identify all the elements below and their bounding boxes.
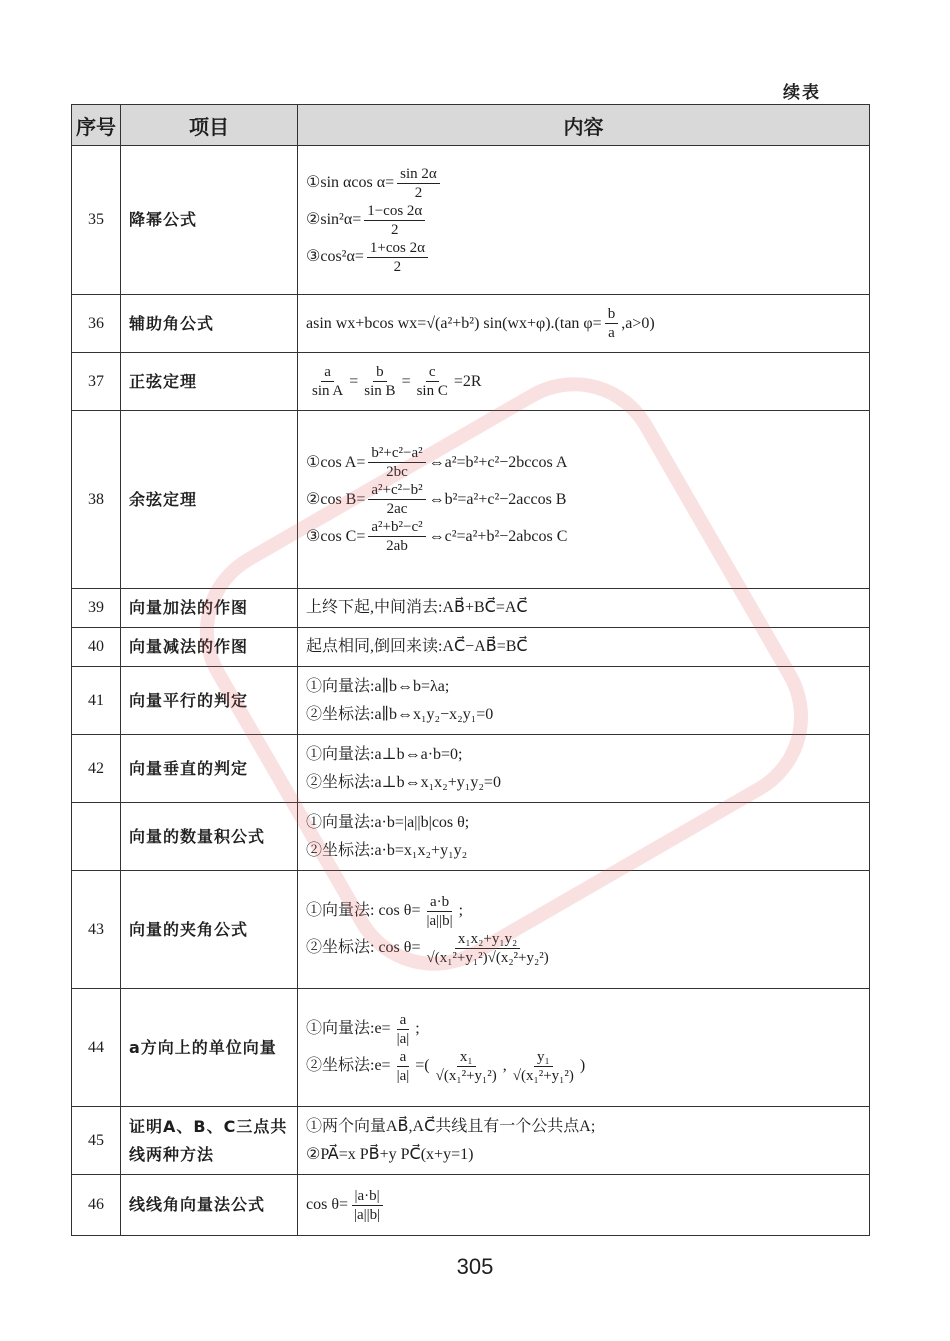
fraction-numerator: a (321, 363, 334, 382)
formula-line (306, 893, 861, 930)
row-content (298, 989, 870, 1107)
fraction-numerator: a (397, 1011, 410, 1030)
fraction-denominator: |a| (396, 1030, 410, 1047)
row-number (72, 803, 121, 871)
formula-text: ⇔b²=a²+c²−2accos B (428, 490, 567, 508)
row-content (298, 1107, 870, 1175)
table-row (72, 735, 870, 803)
fraction-numerator: a²+c²−b² (368, 481, 425, 500)
fraction-denominator: sin B (364, 383, 396, 399)
table-body (72, 146, 870, 1236)
row-item: 向量减法的作图 (121, 628, 298, 667)
formula-line (306, 165, 861, 202)
row-content (298, 803, 870, 871)
fraction-denominator: 2ac (386, 501, 408, 517)
row-number: 40 (72, 628, 121, 667)
fraction-numerator: b (605, 305, 619, 324)
row-number: 42 (72, 735, 121, 803)
row-item: 正弦定理 (121, 353, 298, 411)
formula-line (306, 769, 861, 797)
formula-text: = (401, 372, 411, 390)
formula-text: ③cos C= (306, 527, 366, 545)
row-content (298, 1175, 870, 1236)
fraction-numerator: a·b (427, 893, 452, 912)
formula-text: ②坐标法:e= (306, 1057, 391, 1074)
fraction (368, 518, 425, 555)
fraction-numerator: a²+b²−c² (368, 518, 425, 537)
fraction-numerator: x₁x₂+y₁y₂ (455, 930, 520, 949)
formula-line (306, 1113, 861, 1141)
table-header-row (72, 105, 870, 146)
formula-text: ①sin αcos α= (306, 174, 395, 191)
fraction (368, 444, 425, 481)
formula-line (306, 809, 861, 837)
row-content (298, 295, 870, 353)
formula-text: ③cos²α= (306, 248, 364, 265)
row-item: 向量垂直的判定 (121, 735, 298, 803)
row-content (298, 146, 870, 295)
formula-text: ②sin²α= (306, 211, 362, 228)
fraction (367, 239, 428, 276)
fraction-numerator: b²+c²−a² (368, 444, 425, 463)
fraction (433, 1048, 500, 1085)
row-item: 证明A、B、C三点共线两种方法 (121, 1107, 298, 1175)
fraction-numerator: b (373, 363, 387, 382)
table-row (72, 989, 870, 1107)
formula-text: , (502, 1057, 507, 1074)
header-item: 项目 (121, 105, 298, 146)
row-content (298, 667, 870, 735)
table-row (72, 667, 870, 735)
formula-line (306, 518, 861, 555)
formula-text: ①向量法:e= (306, 1020, 391, 1037)
formula-text: ①向量法:a·b=|a||b|cos θ; (306, 813, 470, 831)
row-content (298, 871, 870, 989)
table-row (72, 411, 870, 589)
formula-line (306, 1011, 861, 1048)
formula-text: ①两个向量AB⃗,AC⃗共线且有一个公共点A; (306, 1117, 596, 1135)
fraction-denominator: √(x₁²+y₁²) (435, 1067, 497, 1084)
fraction-numerator: a (397, 1048, 410, 1067)
row-number: 37 (72, 353, 121, 411)
fraction-denominator: 2 (393, 258, 402, 275)
row-item: 向量加法的作图 (121, 589, 298, 628)
table-row (72, 1175, 870, 1236)
formula-text: ②坐标法:a⊥b⇔x₁x₂+y₁y₂=0 (306, 773, 501, 791)
formula-text: asin wx+bcos wx=√(a²+b²) sin(wx+φ).(tan φ= (306, 314, 602, 332)
formula-text: ②cos B= (306, 490, 366, 508)
fraction-numerator: sin 2α (397, 165, 440, 184)
row-number: 45 (72, 1107, 121, 1175)
fraction-numerator: c (426, 363, 439, 382)
fraction-denominator: √(x₁²+y₁²)√(x₂²+y₂²) (426, 949, 549, 966)
row-item: 向量的数量积公式 (121, 803, 298, 871)
formula-text: ,a>0) (621, 314, 655, 332)
formula-text: ①向量法:a⊥b⇔a·b=0; (306, 745, 463, 763)
fraction-numerator: y₁ (534, 1048, 553, 1067)
fraction-numerator: 1+cos 2α (367, 239, 428, 258)
row-number: 39 (72, 589, 121, 628)
row-content (298, 353, 870, 411)
formula-line (306, 202, 861, 239)
fraction-denominator: 2 (414, 184, 423, 201)
fraction (394, 1011, 413, 1048)
formula-text: ; (415, 1020, 420, 1037)
fraction (361, 363, 398, 400)
header-content: 内容 (298, 105, 870, 146)
table-row (72, 589, 870, 628)
formula-line (306, 633, 861, 661)
table-row (72, 871, 870, 989)
fraction-denominator: sin A (312, 383, 344, 399)
fraction (394, 1048, 413, 1085)
formula-text: 上终下起,中间消去:AB⃗+BC⃗=AC⃗ (306, 599, 528, 616)
fraction (364, 202, 425, 239)
fraction (510, 1048, 577, 1085)
formula-line (306, 363, 861, 400)
row-item: 余弦定理 (121, 411, 298, 589)
fraction (368, 481, 425, 518)
formula-text: ①向量法:a∥b⇔b=λa; (306, 677, 450, 695)
fraction (309, 363, 346, 400)
fraction (605, 305, 619, 342)
row-number: 43 (72, 871, 121, 989)
formula-text: ⇔c²=a²+b²−2abcos C (428, 527, 568, 545)
formula-line (306, 673, 861, 701)
formula-text: ①cos A= (306, 453, 366, 471)
formula-text: 起点相同,倒回来读:AC⃗−AB⃗=BC⃗ (306, 638, 528, 655)
formula-line (306, 305, 861, 342)
formula-line (306, 239, 861, 276)
formula-table (71, 104, 870, 1236)
formula-text: ②PA⃗=x PB⃗+y PC⃗(x+y=1) (306, 1145, 474, 1163)
formula-text: ②坐标法:a·b=x₁x₂+y₁y₂ (306, 841, 468, 859)
table-row (72, 1107, 870, 1175)
fraction (351, 1187, 383, 1224)
formula-text: cos θ= (306, 1196, 349, 1213)
table-row (72, 803, 870, 871)
formula-line (306, 930, 861, 967)
formula-line (306, 701, 861, 729)
row-content (298, 589, 870, 628)
formula-line (306, 594, 861, 622)
row-number: 46 (72, 1175, 121, 1236)
formula-text: ①向量法: cos θ= (306, 902, 421, 919)
formula-line (306, 1141, 861, 1169)
row-number: 38 (72, 411, 121, 589)
row-content (298, 411, 870, 589)
fraction (423, 893, 455, 930)
formula-text: ; (458, 902, 464, 919)
fraction-denominator: |a||b| (354, 1206, 381, 1223)
row-item: a方向上的单位向量 (121, 989, 298, 1107)
row-content (298, 628, 870, 667)
fraction (414, 363, 451, 400)
formula-text: =( (415, 1057, 430, 1074)
formula-line (306, 741, 861, 769)
fraction-denominator: sin C (416, 383, 448, 399)
header-num: 序号 (72, 105, 121, 146)
fraction-denominator: √(x₁²+y₁²) (512, 1067, 574, 1084)
fraction-numerator: x₁ (457, 1048, 476, 1067)
row-item: 辅助角公式 (121, 295, 298, 353)
table-row (72, 146, 870, 295)
fraction-denominator: |a| (396, 1067, 410, 1084)
continued-label: 续表 (783, 83, 821, 103)
fraction-denominator: 2ab (386, 538, 408, 554)
row-item: 降幂公式 (121, 146, 298, 295)
fraction-denominator: |a||b| (426, 912, 453, 929)
formula-text: ②坐标法: cos θ= (306, 939, 421, 956)
formula-text: ②坐标法:a∥b⇔x₁y₂−x₂y₁=0 (306, 705, 494, 723)
row-item: 线线角向量法公式 (121, 1175, 298, 1236)
formula-line (306, 1048, 861, 1085)
table-row (72, 295, 870, 353)
table-row (72, 628, 870, 667)
fraction-numerator: 1−cos 2α (364, 202, 425, 221)
page-number: 305 (456, 1254, 494, 1279)
formula-line (306, 1187, 861, 1224)
formula-line (306, 837, 861, 865)
fraction-denominator: a (608, 325, 615, 341)
formula-text: ⇔a²=b²+c²−2bccos A (428, 453, 568, 471)
table-row (72, 353, 870, 411)
fraction (423, 930, 551, 967)
fraction-denominator: 2 (391, 221, 399, 238)
formula-line (306, 481, 861, 518)
formula-text: =2R (453, 372, 482, 390)
row-content (298, 735, 870, 803)
formula-text: ) (579, 1057, 586, 1074)
formula-text: = (349, 372, 359, 390)
row-item: 向量的夹角公式 (121, 871, 298, 989)
formula-line (306, 444, 861, 481)
row-number: 36 (72, 295, 121, 353)
row-number: 35 (72, 146, 121, 295)
row-item: 向量平行的判定 (121, 667, 298, 735)
fraction (397, 165, 440, 202)
row-number: 41 (72, 667, 121, 735)
fraction-numerator: |a·b| (352, 1187, 383, 1206)
fraction-denominator: 2bc (386, 464, 408, 480)
row-number: 44 (72, 989, 121, 1107)
